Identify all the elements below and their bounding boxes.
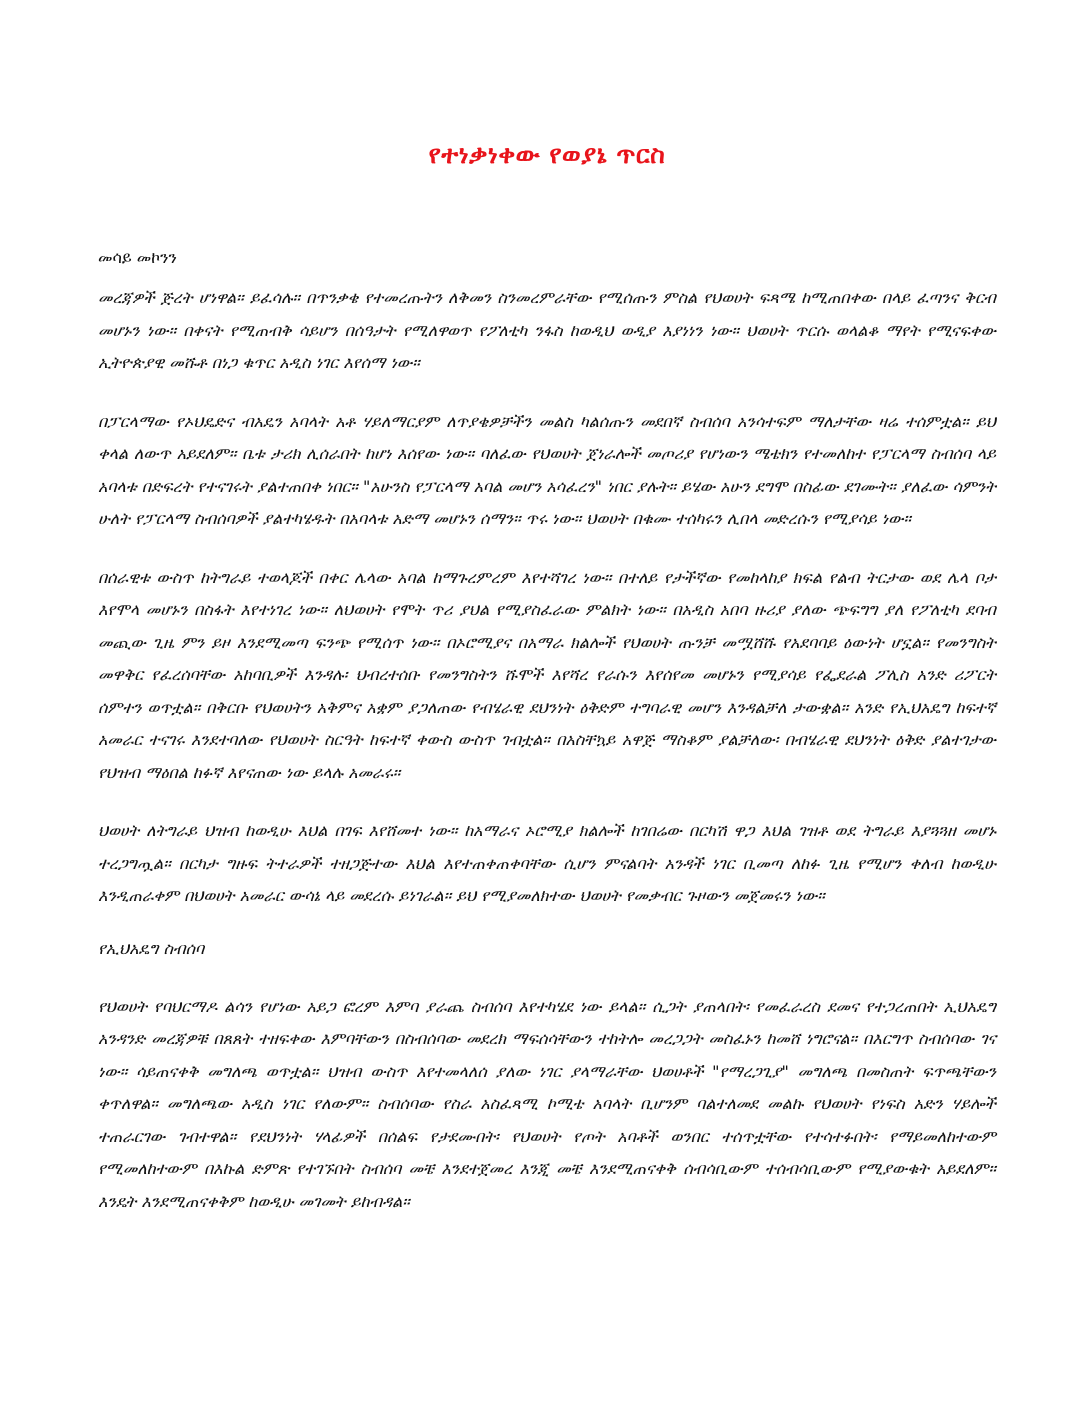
paragraph-5: የህወሀት የባህርማዶ ልሳን የሆነው አይጋ ፎረም እምባ ያራጨ ስብሰባ እየተካሄደ ነው ይላል። ሲጋት ያጠላበት፡ የመፈራረስ ደመና የተጋረጠበት ኢህአዴግ አንዳንድ መረጃዎቹ በጸጸት ተዘፍቀው እምባቸውን በስብሰባው መደረክ ማፍሰሳቸውን ተከትሎ መረጋጋት መስፈኑን ከመሸ ነግሮናል። በእርግጥ ስብሰባው ገና ነው። ሳይጠናቀቅ መግለጫ ወጥቷል። ህዝብ ውስጥ እየተመላለሰ ያለው ነገር ያላማራቸው ህወሀቶች "የማረጋጊያ" መግለጫ በመስጠት ፍጥጫቸውን ቀጥለዋል። መግለጫው አዲስ ነገር የለውም። ስብሰባው የስራ አስፈጻሚ ኮሚቴ አባላት ቢሆንም ባልተለመደ መልኩ የህወሀት የነፍስ አድን ሃይሎች ተጠራርገው ገብተዋል። የደህንነት ሃላፊዎች በሰልፍ የታደሙበት፡ የህወሀት የጦት አባቶች ወንበር ተሰጥቷቸው የተሳተፉበት፡ የማይመለከተውም የሚመለከተውም በእኩል ድምጽ የተገኙበት ስብሰባ መቼ እንደተጀመረ እንጂ መቼ እንደሚጠናቀቅ ሰብሳቢውም ተሰብሳቢውም የሚያውቁት አይደለም። እንዴት እንደሚጠናቀቅም ከወዲሁ መገመት ይከብዳል። [98, 996, 996, 1211]
author-name: መሳይ መኮንን [98, 248, 177, 267]
section-heading: የኢህአዴግ ስብሰባ [98, 938, 205, 958]
paragraph-1: መረጃዎች ጅረት ሆነዋል። ይፈሳሉ። በጥንቃቄ የተመረጡትን ለቅመን ስንመረምራቸው የሚሰጡን ምስል የህወሀት ፍጻሜ ከሚጠበቀው በላይ ፈጣንና ቅርብ መሆኑን ነው። በቀናት የሚጠብቅ ሳይሆን በሰዓታት የሚለዋወጥ የፖለቲካ ንፋስ ከወዲህ ወዲያ እያነነን ነው። ህወሀት ጥርሱ ወላልቆ ማየት የሚናፍቀው ኢትዮጵያዊ መሹቶ በነጋ ቁጥር አዲስ ነገር እየሰማ ነው። [98, 288, 996, 372]
paragraph-3: በሰራዊቱ ውስጥ ከትግራይ ተወላጆች በቀር ሌላው አባል ከማጉረምረም እየተሻገረ ነው። በተለይ የታችኛው የመከላከያ ክፍል የልብ ትርታው ወደ ሌላ ቦታ እየሞላ መሆኑን በስፋት እየተነገረ ነው። ለህወሀት የሞት ጥሪ ያህል የሚያስፈራው ምልክት ነው። በአዲስ አበባ ዙሪያ ያለው ጭፍግግ ያለ የፖለቲካ ደባብ መጪው ጊዜ ምን ይዞ እንደሚመጣ ፍንጭ የሚሰጥ ነው። በኦሮሚያና በአማራ ክልሎች የህወሀት ጡንቻ መሟሸሹ የአደባባይ ዕውነት ሆኗል። የመንግስት መዋቅር የፈረሰባቸው አከባቢዎች እንዳሉ፡ ህብረተሰቡ የመንግስትን ሹሞች እየሻረ የራሱን እየሰየመ መሆኑን የሚያሳይ የፌደራል ፖሊስ አንድ ሪፖርት ሰምተን ወጥቷል። በቅርቡ የህወሀትን አቅምና አቋም ያጋለጠው የብሄራዊ ደህንነት ዕቅድም ተግባራዊ መሆን እንዳልቻለ ታውቋል። አንድ የኢህአዴግ ከፍተኛ አመራር ተናገሩ እንደተባለው የህወሀት ስርዓት ከፍተኛ ቀውስ ውስጥ ገብቷል። በአስቸኳይ አዋጅ ማስቆም ያልቻለው፡ በብሄራዊ ደህንነት ዕቅድ ያልተገታው የህዝብ ማዕበል ከፉኛ እየናጠው ነው ይላሉ አመራሩ። [98, 567, 996, 782]
paragraph-4: ህወሀት ለትግራይ ህዝብ ከወዲሁ እህል በገፍ እየሸመተ ነው። ከአማራና ኦሮሚያ ክልሎች ከገበሬው በርካሽ ዋጋ እህል ገዝቶ ወደ ትግራይ እያጓጓዘ መሆኑ ተረጋግጧል። በርካታ ግዙፍ ትተራዎች ተዘጋጅተው እህል እየተጠቀጠቀባቸው ሲሆን ምናልባት አንዳች ነገር ቢመጣ ለከፉ ጊዜ የሚሆን ቀለብ ከወዲሁ እንዲጠራቀም በህወሀት አመራር ውሳኔ ላይ መደረሱ ይነገራል። ይህ የሚያመለክተው ህወሀት የመቃብር ጉዞውን መጀመሩን ነው። [98, 821, 996, 905]
paragraph-2: በፓርላማው የኦህዴድና ብአዴን አባላት አቶ ሃይለማርያም ለጥያቄዎቻችን መልስ ካልሰጡን መደበኛ ስብሰባ አንሳተፍም ማለታቸው ዛሬ ተሰምቷል። ይህ ቀላል ለውጥ አይደለም። ቤቱ ታሪክ ሊሰራበት ከሆነ እሰየው ነው። ባለፈው የህወሀት ጀነራሎች መጦሪያ የሆነውን ሜቴክን የተመለከተ የፓርላማ ስብሰባ ላይ አባላቱ በድፍረት የተናገሩት ያልተጠበቀ ነበር። "አሁንስ የፓርላማ አባል መሆን አሳፈረን" ነበር ያሉት። ይሄው አሁን ደግሞ በስፊው ደገሙት። ያለፈው ሳምንት ሁለት የፓርላማ ስብሰባዎች ያልተካሄዱት በአባላቱ አድማ መሆኑን ሰማን። ጥሩ ነው። ህወሀት በቁሙ ተሰካሩን ሊበላ መድረሱን የሚያሳይ ነው። [98, 411, 996, 528]
article-title: የተነቃነቀው የወያኔ ጥርስ [428, 140, 666, 169]
